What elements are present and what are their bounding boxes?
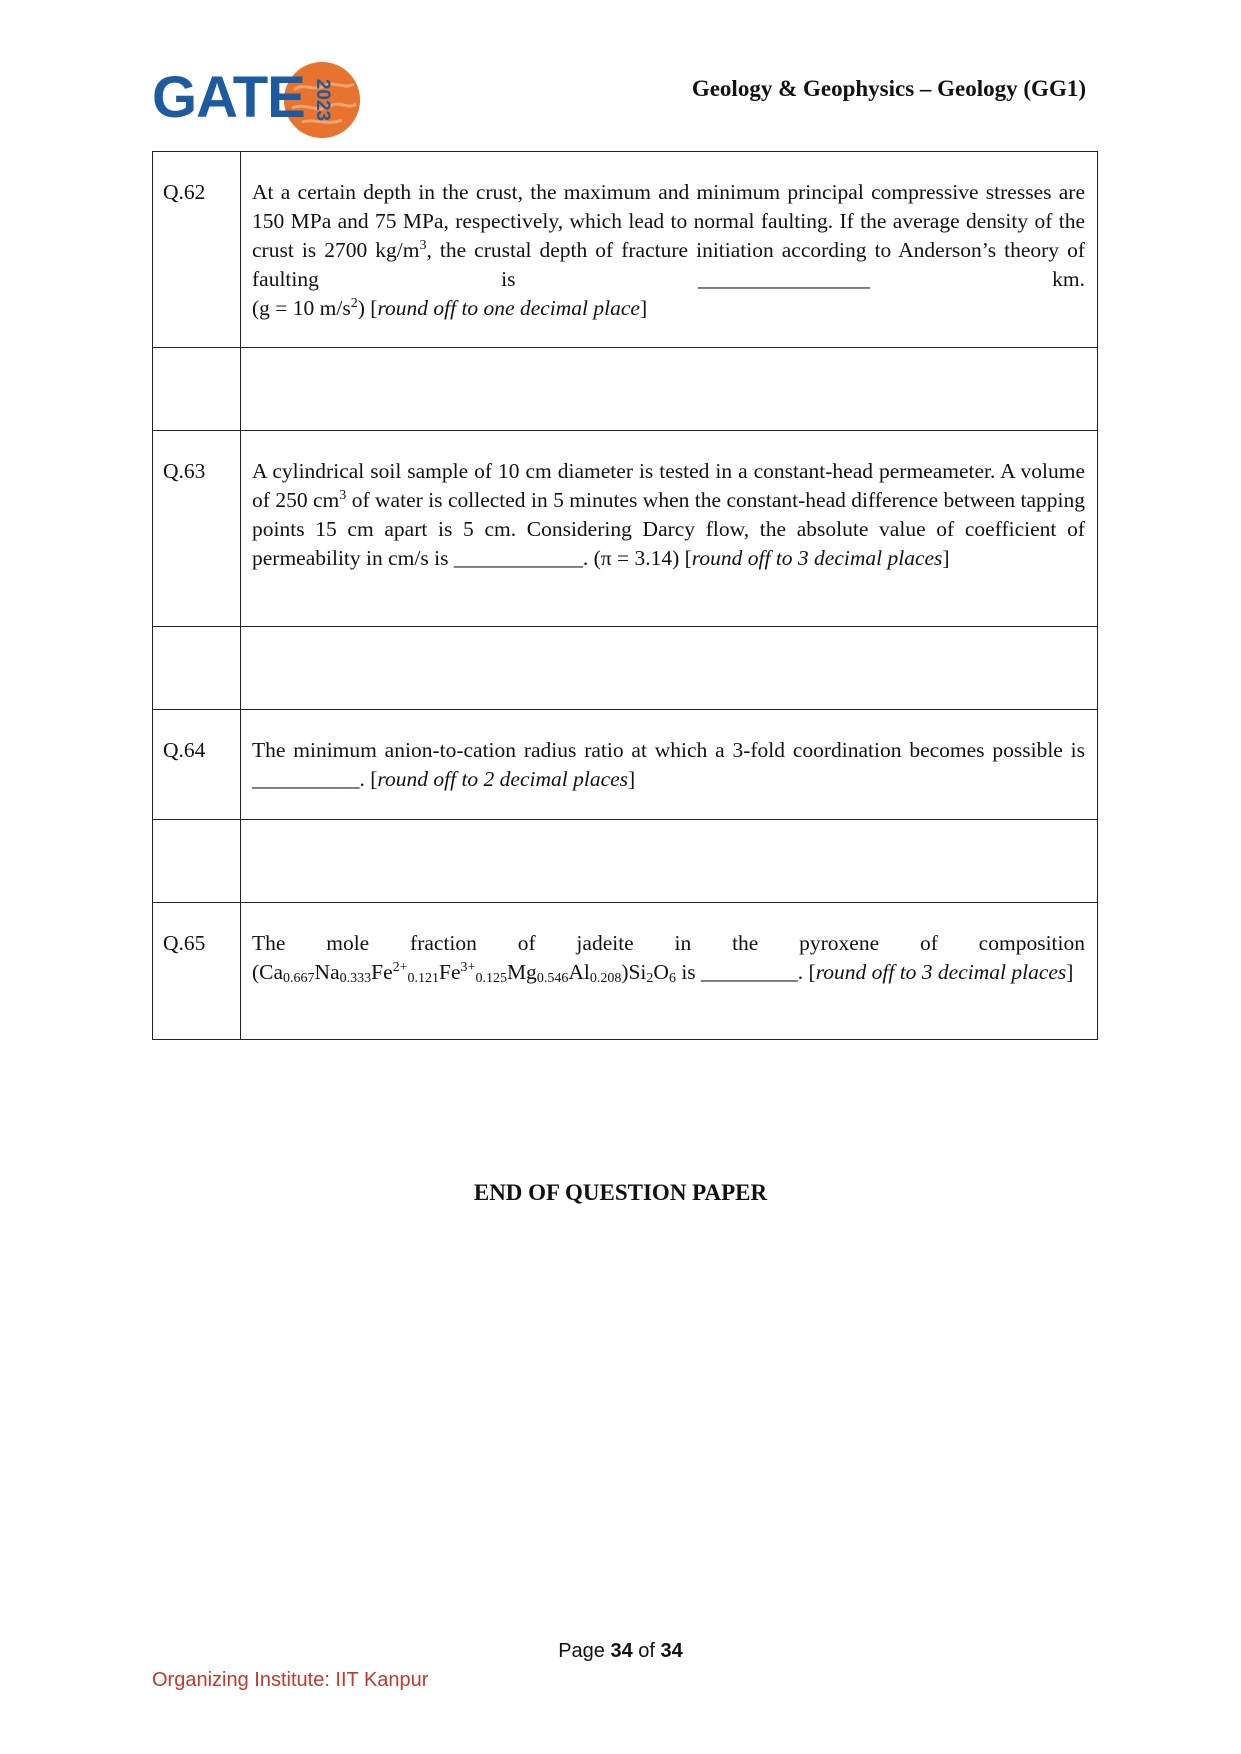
question-row-65 bbox=[153, 903, 1098, 1040]
page-number: Page 34 of 34 bbox=[558, 1640, 683, 1662]
blank-row bbox=[153, 627, 1098, 710]
question-number: Q.62 bbox=[153, 152, 241, 348]
instruction: round off to one decimal place bbox=[377, 296, 640, 320]
instruction: round off to 3 decimal places bbox=[815, 960, 1067, 984]
question-row-63 bbox=[153, 431, 1098, 627]
question-row-64 bbox=[153, 710, 1098, 820]
question-text: A cylindrical soil sample of 10 cm diameter is tested in a constant-head permeameter. A volume of 250 $cm^3$ of water is collected in 5 minutes when the constant-head difference between tapping points 15 cm apart is 5 cm. Considering Darcy flow, the absolute value of coefficient of permeability in cm/s is ____________. (π = 3.14) [round off to 3 decimal places] bbox=[241, 431, 1098, 627]
question-text: The minimum anion-to-cation radius ratio at which a 3-fold coordination becomes possible is __________. [round off to 2 decimal places] bbox=[241, 710, 1098, 820]
end-of-paper: END OF QUESTION PAPER bbox=[473, 1180, 768, 1205]
instruction: round off to 2 decimal places bbox=[377, 767, 629, 791]
question-text: The mole fraction of jadeite in the pyroxene of composition $(Ca_{0.667}Na_{0.333}Fe^{2+}_{0.121}Fe^{3+}_{0.125}Mg_{0.546}Al_{0.208})Si_2O_6$ is _________. [round off to 3 decimal places] bbox=[241, 903, 1098, 1040]
gate-logo bbox=[152, 60, 362, 140]
question-number: Q.65 bbox=[153, 903, 241, 1040]
question-text: At a certain depth in the crust, the maximum and minimum principal compressive stresses are 150 MPa and 75 MPa, respectively, which lead to normal faulting. If the average density of the crust is 2700 $kg/m^3$, the crustal depth of fracture initiation according to Anderson’s theory of faulting is ________________ km. (g = 10 $m/s^2$) [round off to one decimal place] bbox=[241, 152, 1098, 348]
paper-title: Geology & Geophysics – Geology (GG1) bbox=[691, 76, 1086, 101]
question-number: Q.63 bbox=[153, 431, 241, 627]
question-row-62 bbox=[153, 152, 1098, 348]
logo-year: 2023 bbox=[312, 78, 333, 122]
questions-table bbox=[152, 151, 1098, 1040]
organizer: Organizing Institute: IIT Kanpur bbox=[152, 1669, 429, 1691]
blank-row bbox=[153, 348, 1098, 431]
blank-row bbox=[153, 820, 1098, 903]
question-number: Q.64 bbox=[153, 710, 241, 820]
logo-text: GATE bbox=[152, 65, 305, 130]
instruction: round off to 3 decimal places bbox=[691, 546, 943, 570]
